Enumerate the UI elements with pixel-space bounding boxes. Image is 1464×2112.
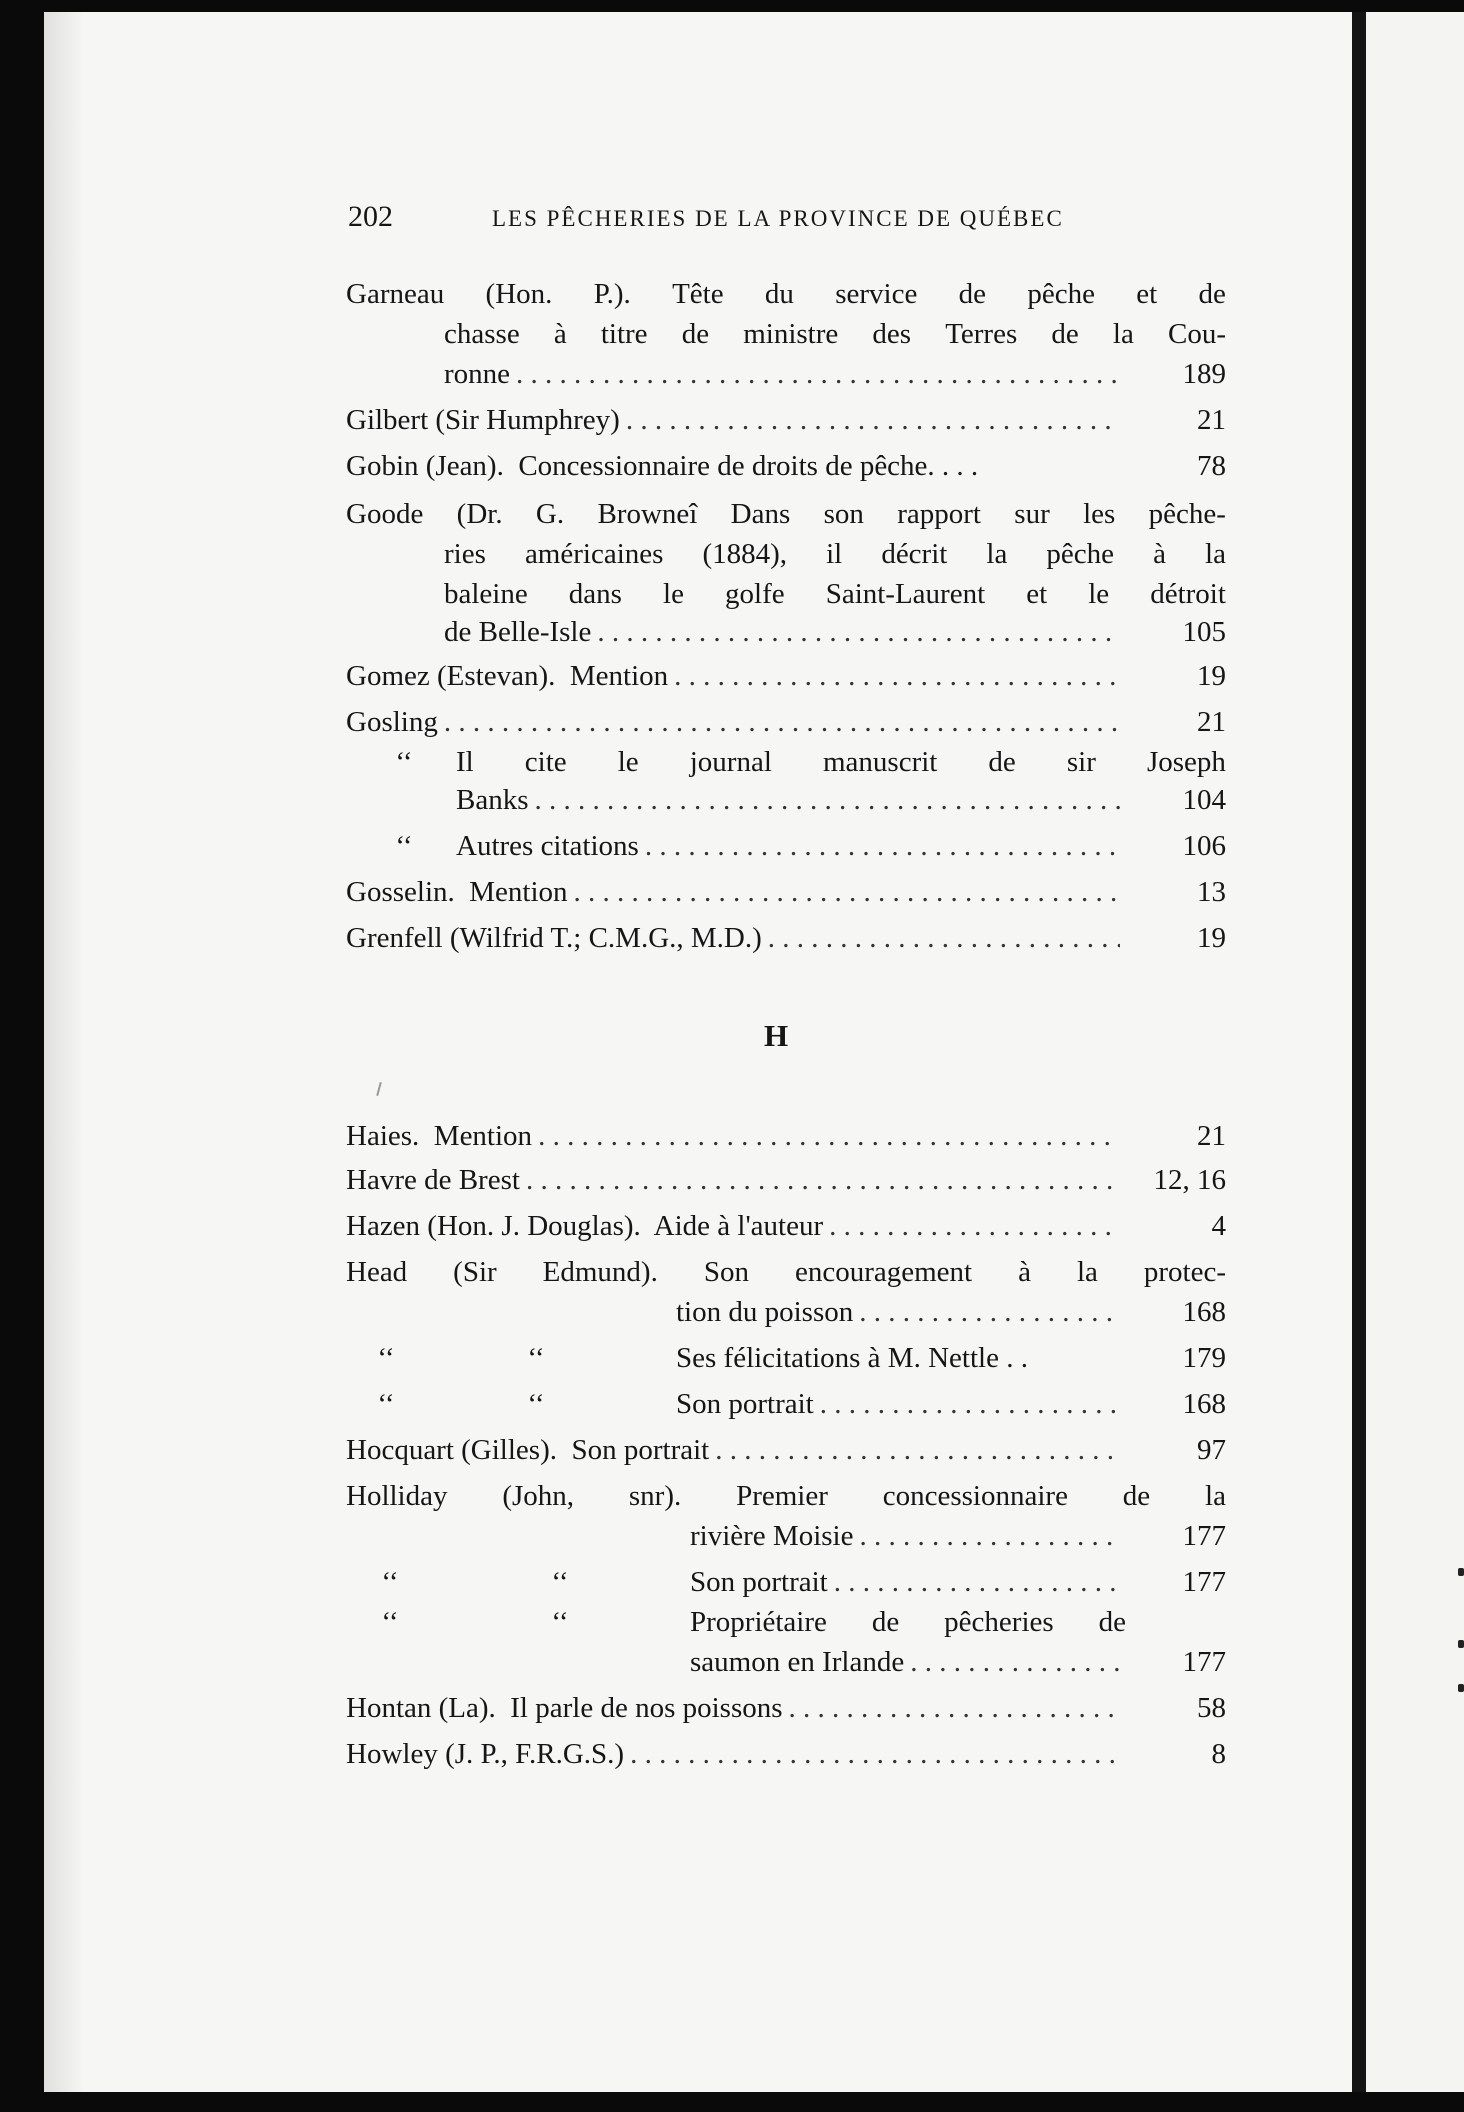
leader-dots bbox=[910, 1642, 1120, 1682]
word: concessionnaire bbox=[882, 1480, 1068, 1512]
index-subentry-line: saumon en Irlande . . . 177 bbox=[346, 1642, 1226, 1682]
word: Goode bbox=[346, 498, 424, 530]
facing-page-mark bbox=[1458, 1640, 1464, 1648]
page-ref: 21 bbox=[1197, 1120, 1226, 1152]
index-subentry-line bbox=[346, 1602, 1226, 1642]
word: dans bbox=[568, 578, 622, 610]
word: ries bbox=[444, 538, 486, 570]
word: manuscrit bbox=[822, 746, 938, 778]
page-ref: 189 bbox=[1182, 358, 1226, 390]
facing-page-mark bbox=[1458, 1568, 1464, 1576]
word: Il bbox=[456, 746, 474, 778]
word: pêche bbox=[1027, 278, 1095, 310]
word: les bbox=[1083, 498, 1116, 530]
page-ref: 8 bbox=[1211, 1738, 1226, 1770]
word: décrit bbox=[881, 538, 948, 570]
ditto-mark: ‘‘ bbox=[527, 1342, 545, 1374]
section-letter-heading: H bbox=[764, 1018, 789, 1053]
word: de bbox=[1122, 1480, 1151, 1512]
index-entry-line bbox=[346, 1476, 1226, 1516]
page-header bbox=[348, 200, 1228, 250]
leader-dots bbox=[597, 612, 1120, 652]
leader-dots bbox=[526, 1160, 1120, 1200]
word: du bbox=[764, 278, 794, 310]
index-subentry-line: Banks . . . 104 bbox=[346, 780, 1226, 820]
index-entry: Gilbert (Sir Humphrey) . . . 21 bbox=[346, 400, 1226, 440]
word: Head bbox=[346, 1256, 408, 1288]
page-ref: 21 bbox=[1197, 706, 1226, 738]
leader-dots bbox=[768, 918, 1120, 958]
word: (Sir bbox=[453, 1256, 497, 1288]
word: de bbox=[1051, 318, 1079, 350]
word: titre bbox=[600, 318, 648, 350]
ditto-mark: ‘‘ bbox=[381, 1566, 399, 1598]
index-entry-line: rivière Moisie . . . 177 bbox=[346, 1516, 1226, 1556]
page-ref: 105 bbox=[1182, 616, 1226, 648]
word: cite bbox=[524, 746, 567, 778]
word: Saint-Laurent bbox=[825, 578, 986, 610]
leader-dots bbox=[535, 780, 1121, 820]
index-entry: Hazen (Hon. J. Douglas). Aide à l'auteur . . . 4 bbox=[346, 1206, 1226, 1246]
index-entry: Gosling . . . 21 bbox=[346, 702, 1226, 742]
word: de bbox=[681, 318, 710, 350]
word: de bbox=[1098, 1606, 1126, 1638]
index-subentry: ‘‘ ‘‘ Son portrait . . . 168 bbox=[346, 1384, 1226, 1424]
word: Dans bbox=[730, 498, 791, 530]
index-entry: Havre de Brest . . . 12, 16 bbox=[346, 1160, 1226, 1200]
word: G. bbox=[535, 498, 565, 530]
word: encouragement bbox=[794, 1256, 973, 1288]
page-ref: 168 bbox=[1182, 1388, 1226, 1420]
page-ref: 97 bbox=[1197, 1434, 1226, 1466]
page-ref: 58 bbox=[1197, 1692, 1226, 1724]
word: détroit bbox=[1150, 578, 1226, 610]
running-title: LES PÊCHERIES DE LA PROVINCE DE QUÉBEC bbox=[492, 206, 1064, 231]
ditto-mark: ‘‘ bbox=[377, 1388, 395, 1420]
leader-dots bbox=[834, 1562, 1120, 1602]
word: la bbox=[1205, 1480, 1226, 1512]
leader-dots bbox=[626, 400, 1120, 440]
leader-dots bbox=[820, 1384, 1120, 1424]
page-binding-shadow bbox=[44, 12, 84, 2092]
page-ref: 21 bbox=[1197, 404, 1226, 436]
index-subentry: ‘‘ Autres citations . . . 106 bbox=[346, 826, 1226, 866]
word: la bbox=[986, 538, 1008, 570]
leader-dots bbox=[645, 826, 1120, 866]
leader-dots bbox=[444, 702, 1120, 742]
word: P.). bbox=[593, 278, 631, 310]
word: américaines bbox=[524, 538, 664, 570]
page-ref: 177 bbox=[1182, 1566, 1226, 1598]
word: (Dr. bbox=[456, 498, 503, 530]
index-entry: Haies. Mention . . . 21 bbox=[346, 1116, 1226, 1156]
word: la bbox=[1076, 1256, 1098, 1288]
word: Garneau bbox=[346, 278, 445, 310]
word: Holliday bbox=[346, 1480, 448, 1512]
word: sur bbox=[1014, 498, 1050, 530]
word: Son bbox=[703, 1256, 749, 1288]
facing-page-edge bbox=[1366, 12, 1464, 2092]
word: Propriétaire bbox=[690, 1606, 827, 1638]
index-entry: Gosselin. Mention . . . 13 bbox=[346, 872, 1226, 912]
page-ref: 19 bbox=[1197, 660, 1226, 692]
word: Edmund). bbox=[542, 1256, 658, 1288]
index-entry-line bbox=[346, 274, 1226, 314]
word: à bbox=[553, 318, 567, 350]
ditto-mark: ‘‘ bbox=[395, 830, 413, 862]
word: Tête bbox=[672, 278, 724, 310]
word: de bbox=[1198, 278, 1226, 310]
page-ref: 179 bbox=[1182, 1342, 1226, 1374]
subentry-text bbox=[456, 742, 1226, 782]
index-entry-line bbox=[444, 574, 1226, 614]
index-entry-line bbox=[444, 314, 1226, 354]
page-ref: 19 bbox=[1197, 922, 1226, 954]
word: la bbox=[1205, 538, 1226, 570]
leader-dots bbox=[829, 1206, 1120, 1246]
leader-dots bbox=[859, 1292, 1120, 1332]
page-ref: 78 bbox=[1197, 450, 1226, 482]
word: golfe bbox=[725, 578, 785, 610]
index-entry-line bbox=[346, 494, 1226, 534]
word: (1884), bbox=[702, 538, 788, 570]
page-ref: 104 bbox=[1182, 784, 1226, 816]
word: le bbox=[1088, 578, 1110, 610]
word: le bbox=[617, 746, 639, 778]
word: le bbox=[663, 578, 684, 610]
word: protec- bbox=[1143, 1256, 1226, 1288]
page-gutter bbox=[1352, 12, 1366, 2092]
word: Premier bbox=[736, 1480, 828, 1512]
word: Joseph bbox=[1146, 746, 1226, 778]
ditto-mark: ‘‘ bbox=[377, 1342, 395, 1374]
ditto-mark: ‘‘ bbox=[551, 1566, 569, 1598]
word: des bbox=[872, 318, 912, 350]
ditto-mark: ‘‘ bbox=[381, 1606, 399, 1638]
word: de bbox=[988, 746, 1016, 778]
page-ref: 177 bbox=[1182, 1646, 1226, 1678]
word: il bbox=[826, 538, 843, 570]
word: de bbox=[958, 278, 987, 310]
word: et bbox=[1136, 278, 1158, 310]
word: sir bbox=[1066, 746, 1096, 778]
word: la bbox=[1112, 318, 1134, 350]
index-entry: Hontan (La). Il parle de nos poissons . . . 58 bbox=[346, 1688, 1226, 1728]
facing-page-mark bbox=[1458, 1684, 1464, 1692]
index-entry: Grenfell (Wilfrid T.; C.M.G., M.D.) . . . 19 bbox=[346, 918, 1226, 958]
word: chasse bbox=[444, 318, 520, 350]
leader-dots bbox=[789, 1688, 1120, 1728]
word: journal bbox=[689, 746, 772, 778]
word: à bbox=[1018, 1256, 1031, 1288]
index-subentry-line bbox=[346, 742, 1226, 782]
index-entry-line: tion du poisson . . . 168 bbox=[346, 1292, 1226, 1332]
index-entry: Gomez (Estevan). Mention . . . 19 bbox=[346, 656, 1226, 696]
word: ministre bbox=[743, 318, 839, 350]
page-ref: 12, 16 bbox=[1153, 1164, 1226, 1196]
word: de bbox=[871, 1606, 900, 1638]
index-entry-line bbox=[346, 1252, 1226, 1292]
leader-dots bbox=[574, 872, 1120, 912]
page-ref: 13 bbox=[1197, 876, 1226, 908]
word: et bbox=[1026, 578, 1048, 610]
leader-dots bbox=[630, 1734, 1120, 1774]
index-subentry: ‘‘ ‘‘ Ses félicitations à M. Nettle . . 179 bbox=[346, 1338, 1226, 1378]
word: Terres bbox=[945, 318, 1018, 350]
index-entry-line bbox=[444, 534, 1226, 574]
page-number: 202 bbox=[348, 200, 393, 233]
index-entry-line: de Belle-Isle . . . 105 bbox=[346, 612, 1226, 652]
leader-dots bbox=[674, 656, 1120, 696]
word: service bbox=[835, 278, 918, 310]
ditto-mark: ‘‘ bbox=[551, 1606, 569, 1638]
index-subentry: ‘‘ ‘‘ Son portrait . . . 177 bbox=[346, 1562, 1226, 1602]
page-ref: 106 bbox=[1182, 830, 1226, 862]
word: Browneî bbox=[597, 498, 698, 530]
word: pêche bbox=[1046, 538, 1115, 570]
leader-dots bbox=[859, 1516, 1120, 1556]
word: snr). bbox=[628, 1480, 682, 1512]
word: (John, bbox=[502, 1480, 575, 1512]
word: son bbox=[823, 498, 864, 530]
word: baleine bbox=[444, 578, 528, 610]
ditto-mark: ‘‘ bbox=[395, 746, 413, 778]
word: Cou- bbox=[1167, 318, 1226, 350]
index-entry: Hocquart (Gilles). Son portrait . . . 97 bbox=[346, 1430, 1226, 1470]
page-ref: 177 bbox=[1182, 1520, 1226, 1552]
index-entry-line: ronne . . . 189 bbox=[346, 354, 1226, 394]
word: pêcheries bbox=[944, 1606, 1054, 1638]
ditto-mark: ‘‘ bbox=[527, 1388, 545, 1420]
index-entry: Gobin (Jean). Concessionnaire de droits de pêche. . . . 78 bbox=[346, 446, 1226, 486]
leader-dots bbox=[538, 1116, 1120, 1156]
leader-dots bbox=[516, 354, 1120, 394]
leader-dots bbox=[715, 1430, 1120, 1470]
page-ref: 4 bbox=[1211, 1210, 1226, 1242]
subentry-text bbox=[690, 1602, 1226, 1642]
word: rapport bbox=[897, 498, 981, 530]
word: (Hon. bbox=[485, 278, 553, 310]
index-entry: Howley (J. P., F.R.G.S.) . . . 8 bbox=[346, 1734, 1226, 1774]
word: à bbox=[1153, 538, 1166, 570]
page-ref: 168 bbox=[1182, 1296, 1226, 1328]
word: pêche- bbox=[1148, 498, 1226, 530]
